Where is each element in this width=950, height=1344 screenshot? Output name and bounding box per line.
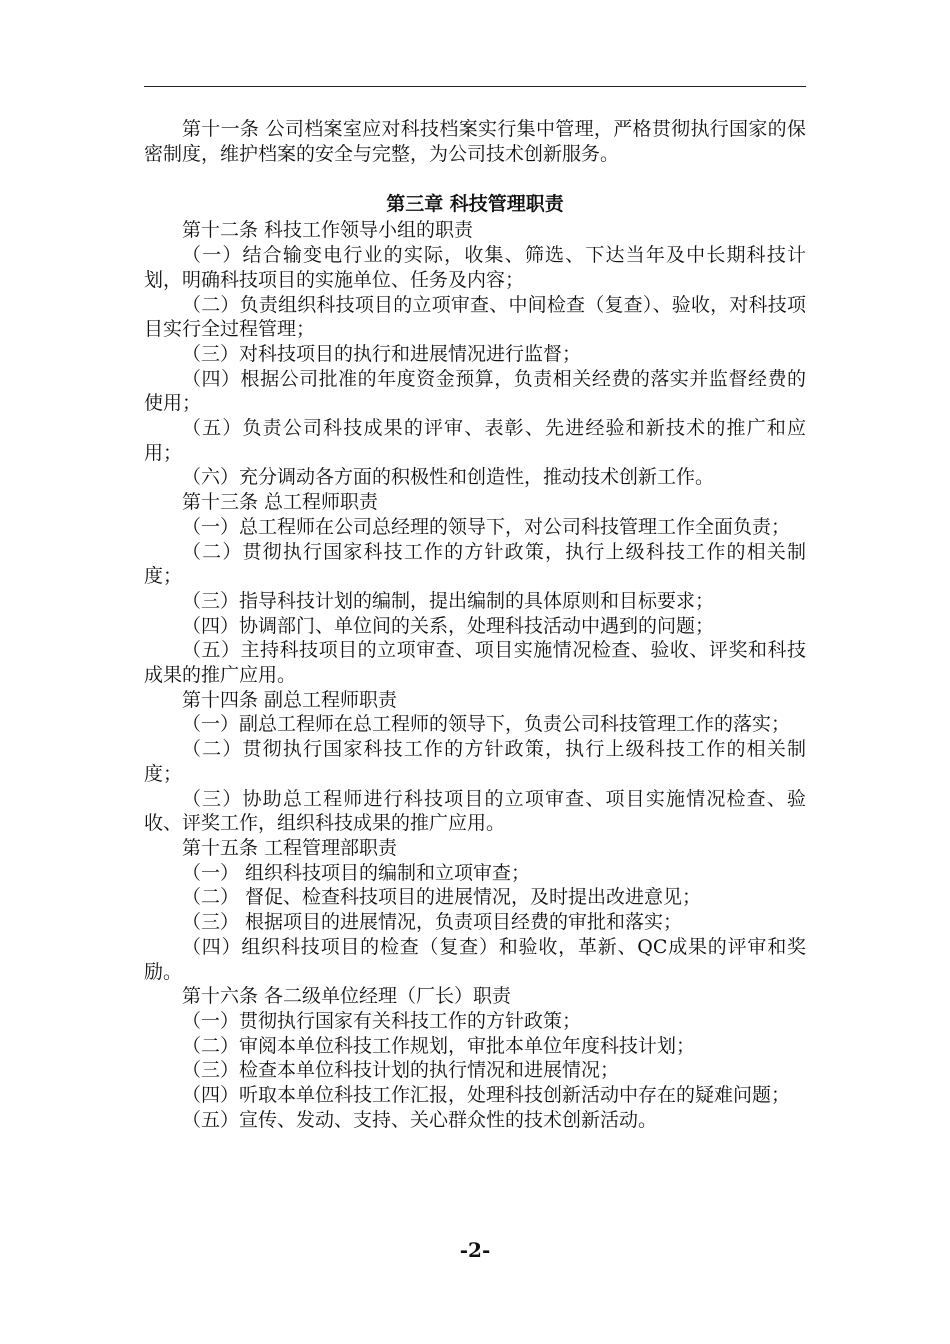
document-body: [144, 117, 806, 1132]
article-12-item-1: （一）结合输变电行业的实际，收集、筛选、下达当年及中长期科技计划，明确科技项目的实施单位、任务及内容；: [144, 244, 806, 291]
header-rule: [144, 86, 806, 87]
article-14-item-1: （一）副总工程师在总工程师的领导下，负责公司科技管理工作的落实；: [182, 713, 791, 736]
article-16-item-4: （四）听取本单位科技工作汇报，处理科技创新活动中存在的疑难问题；: [182, 1084, 791, 1107]
article-12-heading: 第十二条 科技工作领导小组的职责: [182, 219, 474, 242]
article-15-item-4: （四）组织科技项目的检查（复查）和验收，革新、QC成果的评审和奖励。: [144, 935, 806, 983]
article-13-item-4: （四）协调部门、单位间的关系，处理科技活动中遇到的问题；: [182, 614, 715, 637]
article-12-item-4: （四）根据公司批准的年度资金预算，负责相关经费的落实并监督经费的使用；: [144, 367, 806, 415]
article-12-item-2: （二）负责组织科技项目的立项审查、中间检查（复查）、验收，对科技项目实行全过程管理；: [144, 293, 806, 341]
article-16-item-3: （三）检查本单位科技计划的执行情况和进展情况；: [182, 1059, 620, 1082]
article-16-item-1: （一）贯彻执行国家有关科技工作的方针政策；: [182, 1009, 582, 1032]
article-16-item-2: （二）审阅本单位科技工作规划，审批本单位年度科技计划；: [182, 1034, 696, 1057]
article-16-heading: 第十六条 各二级单位经理（厂长）职责: [182, 985, 512, 1008]
page-number: -2-: [459, 1238, 491, 1262]
article-15-item-2: （二） 督促、检查科技项目的进展情况，及时提出改进意见；: [182, 886, 702, 909]
article-12-item-3: （三）对科技项目的执行和进展情况进行监督；: [182, 342, 582, 365]
article-15-item-3: （三） 根据项目的进展情况，负责项目经费的审批和落实；: [182, 911, 683, 934]
article-11: 第十一条 公司档案室应对科技档案实行集中管理，严格贯彻执行国家的保密制度，维护档案的安全与完整，为公司技术创新服务。: [144, 118, 806, 165]
article-15-item-1: （一） 组织科技项目的编制和立项审查；: [182, 861, 531, 884]
article-12-item-5: （五）负责公司科技成果的评审、表彰、先进经验和新技术的推广和应用；: [144, 417, 806, 464]
article-13-item-5: （五）主持科技项目的立项审查、项目实施情况检查、验收、评奖和科技成果的推广应用。: [144, 639, 806, 687]
article-12-item-6: （六）充分调动各方面的积极性和创造性，推动技术创新工作。: [182, 466, 715, 489]
article-14-heading: 第十四条 副总工程师职责: [182, 688, 398, 711]
article-14-item-2: （二）贯彻执行国家科技工作的方针政策，执行上级科技工作的相关制度；: [144, 738, 806, 785]
article-14-item-3: （三）协助总工程师进行科技项目的立项审查、项目实施情况检查、验收、评奖工作，组织科技成果的推广应用。: [144, 787, 806, 835]
article-13-item-1: （一）总工程师在公司总经理的领导下，对公司科技管理工作全面负责；: [182, 515, 791, 538]
article-16-item-5: （五）宣传、发动、支持、关心群众性的技术创新活动。: [182, 1108, 658, 1131]
article-13-heading: 第十三条 总工程师职责: [182, 491, 379, 514]
article-13-item-3: （三）指导科技计划的编制，提出编制的具体原则和目标要求；: [182, 589, 715, 612]
article-15-heading: 第十五条 工程管理部职责: [182, 836, 398, 859]
article-13-item-2: （二）贯彻执行国家科技工作的方针政策，执行上级科技工作的相关制度；: [144, 540, 806, 588]
chapter-title: 第三章 科技管理职责: [386, 193, 564, 216]
